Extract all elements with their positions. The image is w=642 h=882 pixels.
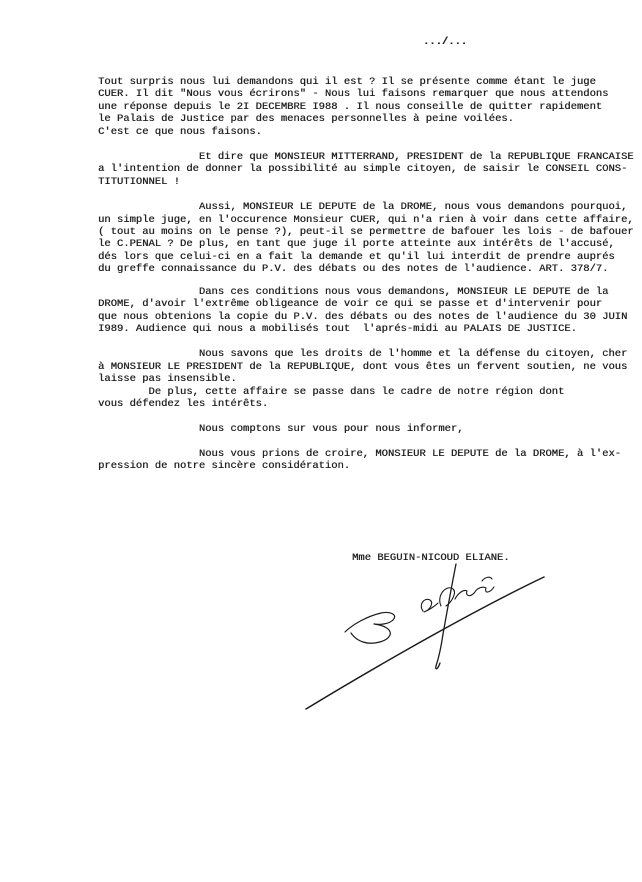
continuation-mark: .../... bbox=[423, 36, 468, 48]
handwritten-signature-icon bbox=[280, 548, 570, 720]
text-line: un simple juge, en l'occurence Monsieur CUER, qui n'a rien à voir dans cette affaire, bbox=[98, 213, 634, 226]
text-line: De plus, cette affaire se passe dans le cadre de notre région dont bbox=[98, 385, 565, 398]
signature-accent-stroke bbox=[482, 577, 492, 581]
text-line: une réponse depuis le 2I DECEMBRE I988 . Il nous conseille de quitter rapidement bbox=[98, 100, 603, 113]
text-line: Nous vous prions de croire, MONSIEUR LE DEPUTE de la DROME, à l'ex- bbox=[98, 447, 621, 460]
text-line: laisse pas insensible. bbox=[98, 373, 237, 386]
text-line: du greffe connaissance du P.V. des débats ou des notes de l'audience. ART. 378/7. bbox=[98, 263, 609, 276]
text-line: le Palais de Justice par des menaces personnelles à peine voilées. bbox=[98, 113, 514, 126]
text-line: vous défendez les intérêts. bbox=[98, 397, 269, 410]
signature-initial-glyph bbox=[345, 612, 395, 643]
text-line: à MONSIEUR LE PRESIDENT de la REPUBLIQUE, dont vous êtes un fervent soutien, ne vous bbox=[98, 360, 628, 373]
text-line: pression de notre sincère considération. bbox=[98, 460, 351, 473]
text-line: a l'intention de donner la possibilité au simple citoyen, de saisir le CONSEIL CONS- bbox=[98, 163, 628, 176]
text-line: CUER. Il dit "Nous vous écrirons" - Nous lui faisons remarquer que nous attendons bbox=[98, 88, 609, 101]
letter-body bbox=[98, 76, 642, 473]
signature-underline-stroke bbox=[306, 577, 544, 709]
text-line: le C.PENAL ? De plus, en tant que juge il porte atteinte aux intérêts de l'accusé, bbox=[98, 238, 615, 251]
letter-paragraph bbox=[98, 201, 642, 275]
text-line: I989. Audience qui nous a mobilisés tout l'aprés-midi au PALAIS DE JUSTICE. bbox=[98, 322, 577, 335]
letter-paragraph bbox=[98, 448, 642, 473]
text-line: Et dire que MONSIEUR MITTERRAND, PRESIDENT de la REPUBLIQUE FRANCAISE bbox=[98, 151, 634, 164]
text-line: Nous savons que les droits de l'homme et la défense du citoyen, cher bbox=[98, 348, 628, 361]
signature-descender-stroke bbox=[436, 564, 456, 669]
letter-paragraph bbox=[98, 348, 642, 410]
text-line: Aussi, MONSIEUR LE DEPUTE de la DROME, nous vous demandons pourquoi, bbox=[98, 201, 628, 214]
letter-paragraph bbox=[98, 76, 642, 138]
text-line: ( tout au moins on le pense ?), peut-il se permettre de bafouer les lois - de bafouer bbox=[98, 226, 634, 239]
signatory-name: Mme BEGUIN-NICOUD ELIANE. bbox=[352, 552, 510, 564]
text-line: Dans ces conditions nous vous demandons, MONSIEUR LE DEPUTE de la bbox=[98, 285, 609, 298]
text-line: Tout surpris nous lui demandons qui il est ? Il se présente comme étant le juge bbox=[98, 76, 596, 88]
text-line: Nous comptons sur vous pour nous informer, bbox=[98, 423, 464, 436]
letter-paragraph bbox=[98, 286, 642, 336]
text-line: que nous obtenions la copie du P.V. des débats ou des notes de l'audience du 30 JUIN bbox=[98, 310, 628, 323]
text-line: DROME, d'avoir l'extrême obligeance de voir ce qui se passe et d'intervenir pour bbox=[98, 298, 603, 311]
letter-paragraph bbox=[98, 423, 642, 435]
letter-paragraph bbox=[98, 151, 642, 188]
text-line: C'est ce que nous faisons. bbox=[98, 125, 262, 138]
text-line: TITUTIONNEL ! bbox=[98, 175, 180, 188]
text-line: dés lors que celui-ci en a fait la demande et qu'il lui interdit de prendre auprés bbox=[98, 250, 615, 263]
